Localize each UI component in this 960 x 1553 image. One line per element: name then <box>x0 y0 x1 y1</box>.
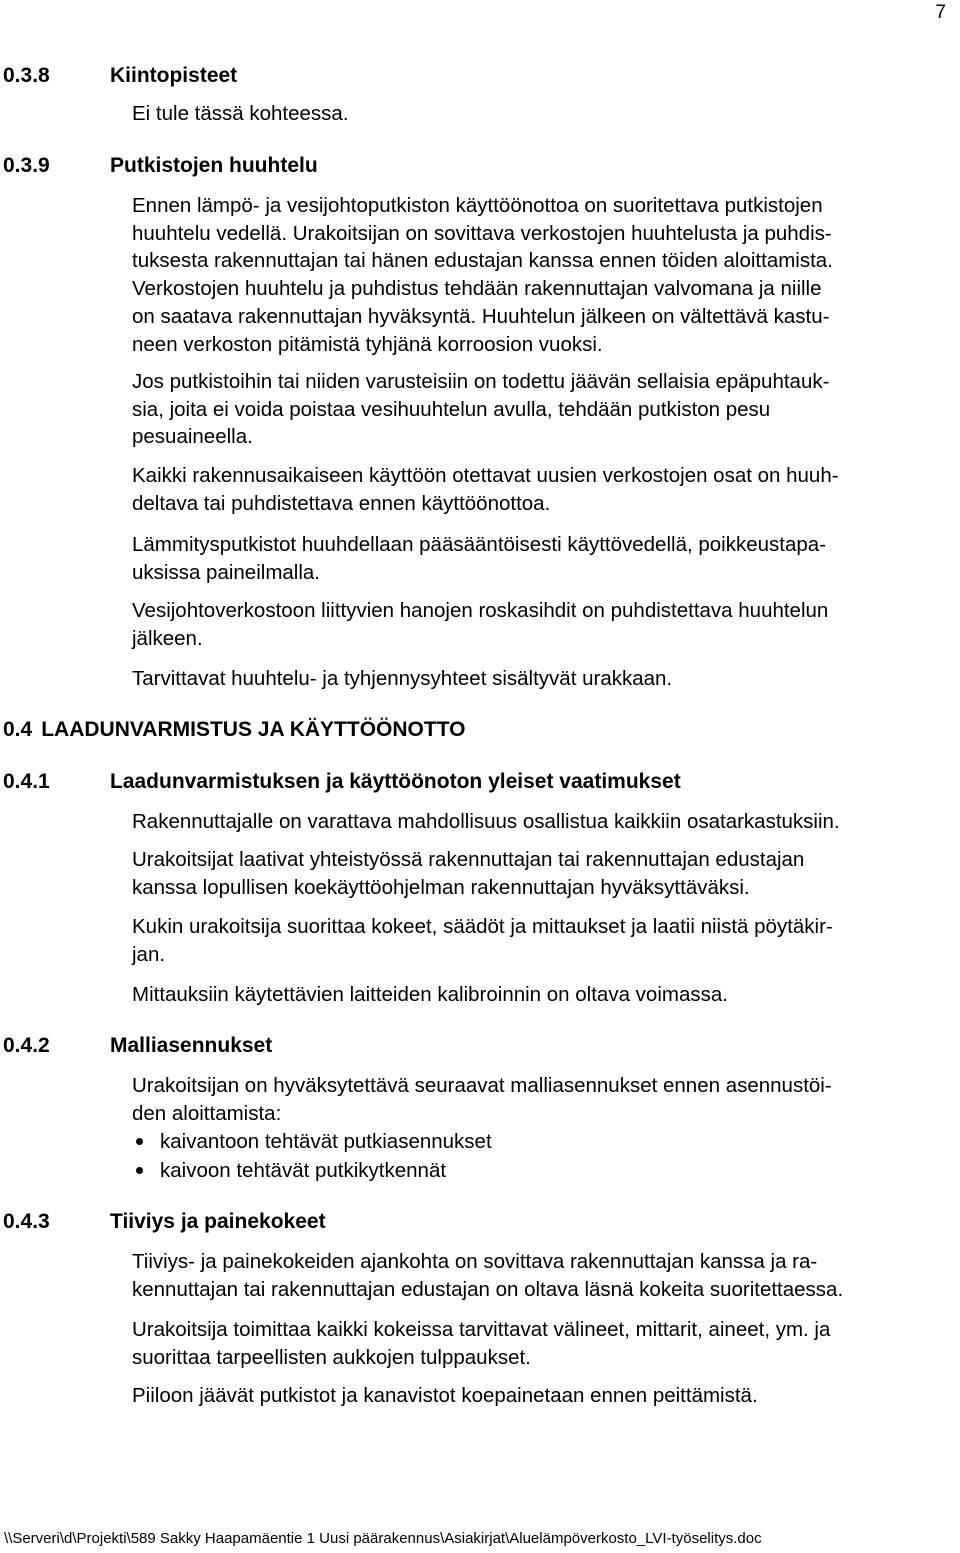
section-heading-0-4 <box>3 716 465 744</box>
text-line: Kaikki rakennusaikaiseen käyttöön otettavat uusien verkostojen osat on huuh- <box>132 464 839 487</box>
text-line: Urakoitsijat laativat yhteistyössä rakennuttajan tai rakennuttajan edustajan <box>132 848 805 871</box>
text-line: neen verkoston pitämistä tyhjänä korroosion vuoksi. <box>132 332 603 356</box>
paragraph <box>132 981 960 1009</box>
paragraph <box>132 531 960 586</box>
text-line: suorittaa tarpeellisten aukkojen tulppaukset. <box>132 1345 531 1369</box>
text-line: uksissa paineilmalla. <box>132 560 321 584</box>
footer-file-path: \\Serveri\d\Projekti\589 Sakky Haapamäentie 1 Uusi päärakennus\Asiakirjat\Aluelämpöverkosto_LVI-työselitys.doc <box>4 1530 762 1547</box>
paragraph <box>132 1316 960 1371</box>
section-number: 0.4.1 <box>3 770 50 793</box>
bullet-list <box>132 1127 492 1185</box>
section-heading-0-4-3 <box>3 1208 326 1236</box>
text-line: deltava tai puhdistettava ennen käyttöönottoa. <box>132 491 551 515</box>
paragraph <box>132 368 960 451</box>
text-line: Piiloon jäävät putkistot ja kanavistot koepainetaan ennen peittämistä. <box>132 1384 758 1407</box>
section-title: LAADUNVARMISTUS JA KÄYTTÖÖNOTTO <box>41 718 466 741</box>
paragraph <box>132 100 960 128</box>
section-title: Kiintopisteet <box>110 64 238 87</box>
section-heading-0-3-8 <box>3 62 237 90</box>
text-line: Jos putkistoihin tai niiden varusteisiin on todettu jäävän sellaisia epäpuhtauk- <box>132 370 830 393</box>
list-item <box>132 1127 492 1156</box>
text-line: Vesijohtoverkostoon liittyvien hanojen roskasihdit on puhdistettava huuhtelun <box>132 599 829 622</box>
bullet-icon <box>136 1167 143 1174</box>
paragraph <box>132 192 960 358</box>
section-number: 0.4 <box>3 718 33 741</box>
paragraph <box>132 597 960 652</box>
paragraph <box>132 913 960 968</box>
text-line: sia, joita ei voida poistaa vesihuuhtelun avulla, tehdään putkiston pesu <box>132 397 771 421</box>
text-line: Verkostojen huuhtelu ja puhdistus tehdään rakennuttajan valvomana ja niille <box>132 277 822 301</box>
text-line: huuhtelu vedellä. Urakoitsijan on sovittava verkostojen huuhtelusta ja puhdis- <box>132 221 832 245</box>
section-heading-0-4-1 <box>3 768 681 796</box>
section-title: Malliasennukset <box>110 1034 273 1057</box>
text-line: den aloittamista: <box>132 1101 282 1125</box>
paragraph <box>132 462 960 517</box>
section-heading-0-3-9 <box>3 152 318 180</box>
text-line: on saatava rakennuttajan hyväksyntä. Huuhtelun jälkeen on vältettävä kastu- <box>132 304 830 328</box>
text-line: Ennen lämpö- ja vesijohtoputkiston käyttöönottoa on suoritettava putkistojen <box>132 194 823 217</box>
text-line: kennuttajan tai rakennuttajan edustajan on oltava läsnä kokeita suoritettaessa. <box>132 1277 844 1301</box>
text-line: Urakoitsijan on hyväksytettävä seuraavat malliasennukset ennen asennustöi- <box>132 1074 832 1097</box>
section-number: 0.3.9 <box>3 154 50 177</box>
paragraph <box>132 1382 960 1410</box>
text-line: Lämmitysputkistot huuhdellaan pääsääntöisesti käyttövedellä, poikkeustapa- <box>132 533 826 556</box>
section-number: 0.4.2 <box>3 1034 50 1057</box>
page-number: 7 <box>935 2 946 23</box>
section-number: 0.3.8 <box>3 64 50 87</box>
list-item <box>132 1156 492 1185</box>
section-number: 0.4.3 <box>3 1210 50 1233</box>
text-line: Kukin urakoitsija suorittaa kokeet, säädöt ja mittaukset ja laatii niistä pöytäkir- <box>132 915 833 938</box>
text-line: Rakennuttajalle on varattava mahdollisuus osallistua kaikkiin osatarkastuksiin. <box>132 810 840 833</box>
paragraph <box>132 665 960 693</box>
text-line: Tarvittavat huuhtelu- ja tyhjennysyhteet sisältyvät urakkaan. <box>132 667 673 690</box>
text-line: jälkeen. <box>132 626 203 650</box>
paragraph <box>132 1248 960 1303</box>
text-line: jan. <box>132 942 166 966</box>
list-item-text: kaivoon tehtävät putkikytkennät <box>160 1159 447 1182</box>
paragraph <box>132 1072 960 1127</box>
section-title: Laadunvarmistuksen ja käyttöönoton yleiset vaatimukset <box>110 770 681 793</box>
section-title: Tiiviys ja painekokeet <box>110 1210 326 1233</box>
text-line: pesuaineella. <box>132 425 253 449</box>
paragraph <box>132 808 960 836</box>
list-item-text: kaivantoon tehtävät putkiasennukset <box>160 1130 492 1153</box>
text-line: Ei tule tässä kohteessa. <box>132 102 349 125</box>
text-line: Tiiviys- ja painekokeiden ajankohta on sovittava rakennuttajan kanssa ja ra- <box>132 1250 818 1273</box>
text-line: Mittauksiin käytettävien laitteiden kalibroinnin on oltava voimassa. <box>132 983 728 1006</box>
text-line: kanssa lopullisen koekäyttöohjelman rakennuttajan hyväksyttäväksi. <box>132 875 750 899</box>
section-title: Putkistojen huuhtelu <box>110 154 318 177</box>
text-line: tuksesta rakennuttajan tai hänen edustajan kanssa ennen töiden aloittamista. <box>132 249 833 273</box>
bullet-icon <box>136 1138 143 1145</box>
text-line: Urakoitsija toimittaa kaikki kokeissa tarvittavat välineet, mittarit, aineet, ym. ja <box>132 1318 831 1341</box>
section-heading-0-4-2 <box>3 1032 272 1060</box>
paragraph <box>132 846 960 901</box>
